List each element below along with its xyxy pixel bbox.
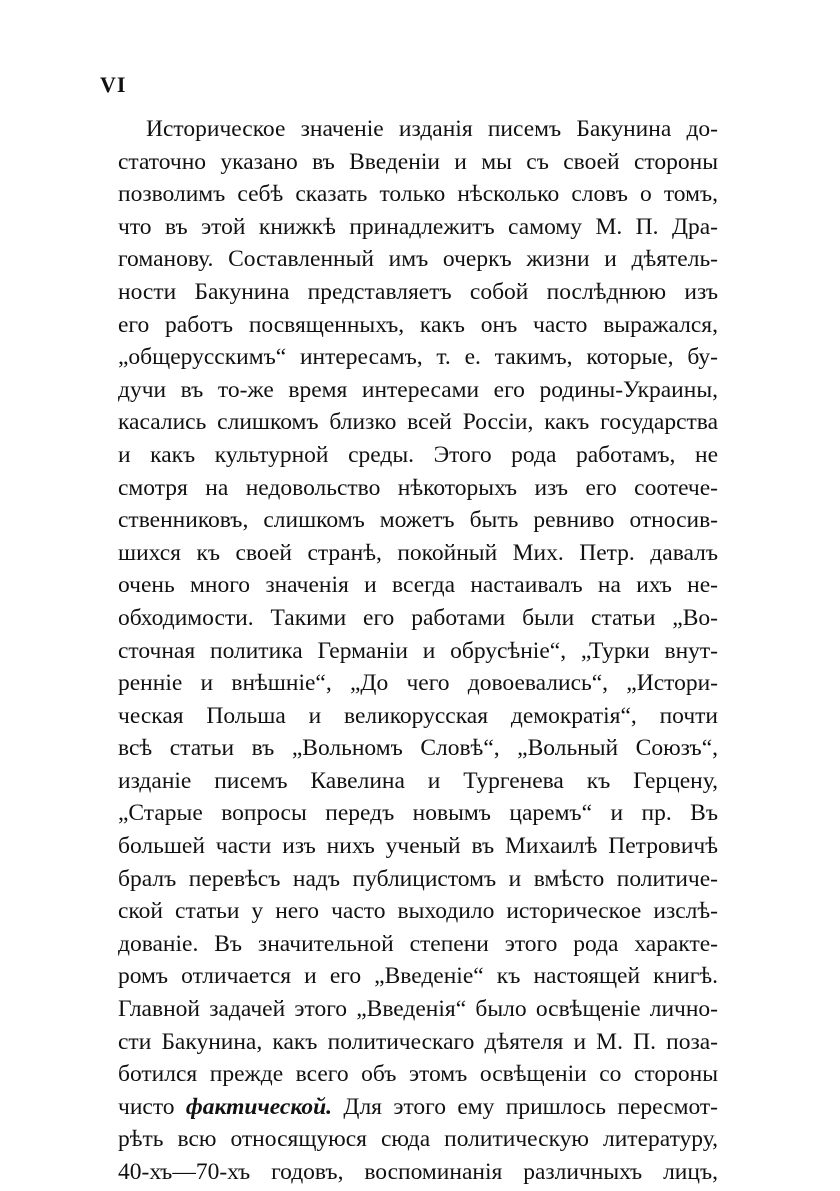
text-line-5: гоманову. Составленный имъ очеркъ жизни и дѣятель-	[118, 246, 718, 273]
text-line-6: ности Бакунина представляетъ собой послѣднюю изъ	[118, 278, 718, 305]
text-line-17: сточная политика Германiи и обрусѣнiе“, „Турки внут-	[118, 637, 718, 664]
text-line-23: большей части изъ нихъ ученый въ Михаилѣ Петровичѣ	[118, 833, 718, 860]
text-line-16: обходимости. Такими его работами были статьи „Во-	[118, 604, 718, 631]
text-line-7: его работъ посвященныхъ, какъ онъ часто выражался,	[118, 311, 718, 338]
text-line-19: ческая Польша и великорусская демократiя“, почти	[118, 702, 718, 729]
text-line-10: касались слишкомъ близко всей Россiи, какъ государства	[118, 409, 718, 436]
text-line-33: 40-хъ—70-хъ годовъ, воспоминанiя различныхъ лицъ,	[118, 1159, 718, 1185]
emphasized-word: фактической.	[185, 1093, 333, 1120]
body-text	[118, 113, 718, 1189]
text-line-22: „Старые вопросы передъ новымъ царемъ“ и пр. Въ	[118, 800, 718, 827]
text-line-30: ботился прежде всего объ этомъ освѣщенiи со стороны	[118, 1061, 718, 1088]
text-line-32: рѣть всю относящуюся сюда политическую литературу,	[118, 1126, 718, 1153]
text-line-18: ренніе и внѣшнiе“, „До чего довоевались“, „Истори-	[118, 670, 718, 697]
text-line-31-start: чисто	[118, 1093, 186, 1120]
text-line-31	[118, 1091, 718, 1124]
text-line-20: всѣ статьи въ „Вольномъ Словѣ“, „Вольный Союзъ“,	[118, 735, 718, 762]
text-line-2: статочно указано въ Введенiи и мы съ своей стороны	[118, 148, 718, 175]
text-line-24: бралъ перевѣсъ надъ публицистомъ и вмѣсто политиче-	[118, 865, 718, 892]
text-line-15: очень много значенiя и всегда настаивалъ на ихъ не-	[118, 572, 718, 599]
text-line-4: что въ этой книжкѣ принадлежитъ самому М. П. Дра-	[118, 213, 718, 240]
text-line-31-end: Для этого ему пришлось пересмот-	[332, 1093, 718, 1120]
text-line-11: и какъ культурной среды. Этого рода работамъ, не	[118, 441, 718, 468]
text-line-9: дучи въ то-же время интересами его родины-Украины,	[118, 376, 718, 403]
text-line-21: изданiе писемъ Кавелина и Тургенева къ Герцену,	[118, 767, 718, 794]
text-line-1: Историческое значенiе изданiя писемъ Бакунина до-	[146, 116, 718, 142]
text-line-14: шихся къ своей странѣ, покойный Мих. Петр. давалъ	[118, 539, 718, 566]
text-line-8: „общерусскимъ“ интересамъ, т. е. такимъ, которые, бу-	[118, 344, 718, 371]
page-number: VI	[100, 72, 127, 97]
text-line-28: Главной задачей этого „Введенiя“ было освѣщенiе лично-	[118, 996, 718, 1023]
text-line-29: сти Бакунина, какъ политическаго дѣятеля и М. П. поза-	[118, 1028, 718, 1055]
text-line-26: дованiе. Въ значительной степени этого рода характе-	[118, 930, 718, 957]
text-line-25: ской статьи у него часто выходило историческое изслѣ-	[118, 898, 718, 925]
text-line-27: ромъ отличается и его „Введенiе“ къ настоящей книгѣ.	[118, 963, 718, 990]
text-line-12: смотря на недовольство нѣкоторыхъ изъ его соотече-	[118, 474, 718, 501]
text-line-3: позволимъ себѣ сказать только нѣсколько словъ о томъ,	[118, 181, 718, 208]
text-line-13: ственниковъ, слишкомъ можетъ быть ревниво относив-	[118, 507, 718, 534]
